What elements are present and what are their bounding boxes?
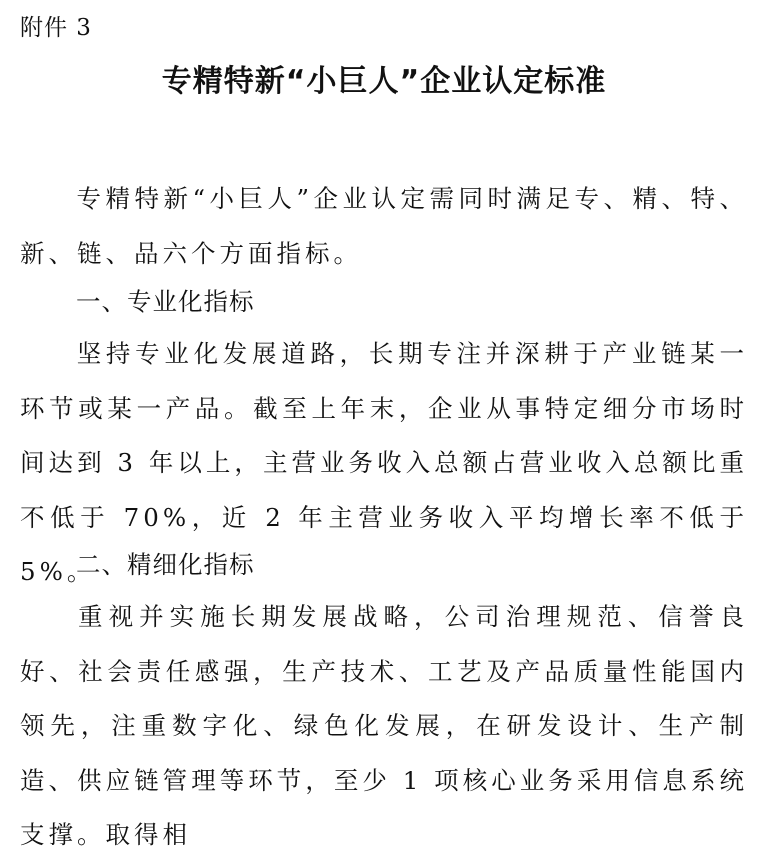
intro-paragraph [20,172,748,281]
section-heading-refinement: 二、精细化指标 [76,550,255,579]
document-title: 专精特新“小巨人”企业认定标准 [161,64,607,99]
section-paragraph-refinement [20,590,748,863]
attachment-label: 附件 3 [20,15,92,41]
section-text-refinement: 重视并实施长期发展战略，公司治理规范、信誉良好、社会责任感强，生产技术、工艺及产品质量性能国内领先，注重数字化、绿色化发展，在研发设计、生产制造、供应链管理等环节，至少 1 项核心业务采用信息系统支撑。取得相 [20,602,748,850]
section-text-specialization: 坚持专业化发展道路，长期专注并深耕于产业链某一环节或某一产品。截至上年末，企业从事特定细分市场时间达到 3 年以上，主营业务收入总额占营业收入总额比重不低于 70%，近 2 年主营业务收入平均增长率不低于 5%。 [20,339,748,587]
section-heading-specialization: 一、专业化指标 [76,287,255,316]
intro-text: 专精特新“小巨人”企业认定需同时满足专、精、特、新、链、品六个方面指标。 [20,184,748,268]
